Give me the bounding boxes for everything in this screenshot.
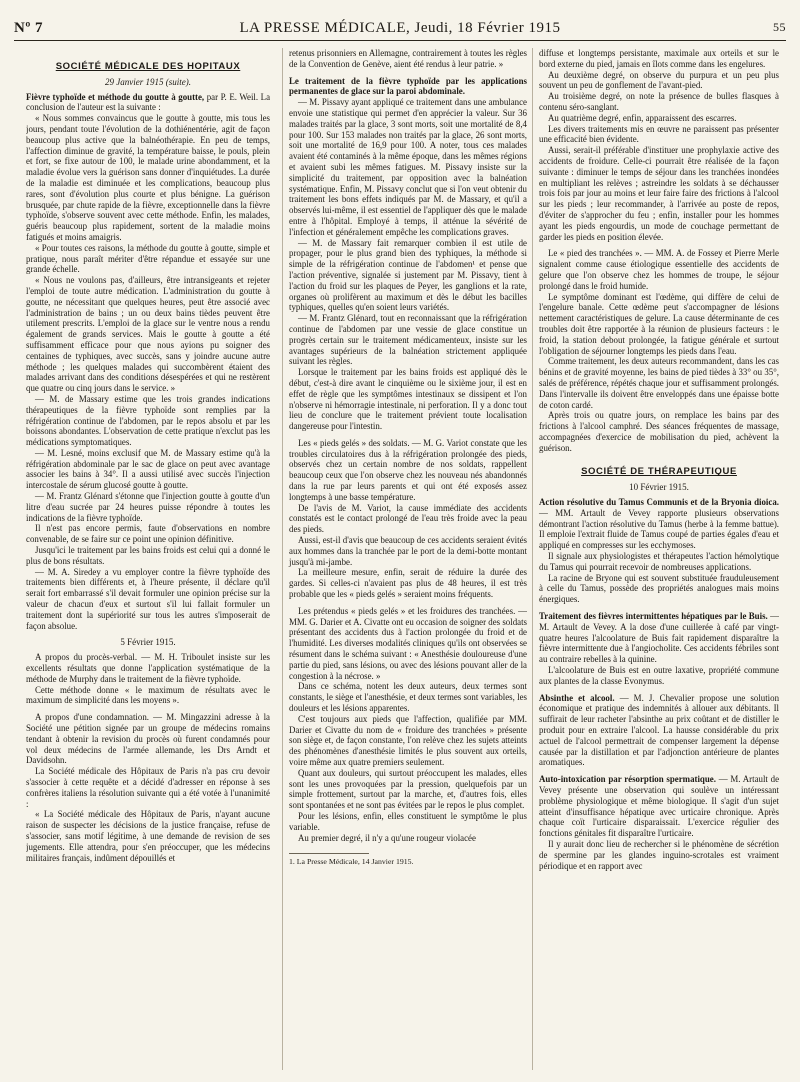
article-paragraph: Lorsque le traitement par les bains froids est appliqué dès le début, c'est-à dire avant le cinquième ou le sixième jour, il est en effet de règle que les symptômes intestinaux se dissipent et l'on n'observe ni hémorragie intestinale, ni perforation. Il y a donc tout lieu de conclure que le traitement prévient toute localisation dangereuse pour l'intestin.	[289, 367, 527, 432]
article-paragraph: Jusqu'ici le traitement par les bains froids est celui qui a donné le plus de bons résultats.	[26, 545, 270, 566]
article-paragraph: — M. de Massary fait remarquer combien il est utile de propager, pour le plus grand bien des typhiques, la méthode si simple de la réfrigération continue de l'abdomen¹ et pense que l'action préventive, signalée si justement par M. Pissavy, tient à l'action du froid sur les plaques de Peyer, les ganglions et la rate, organes où prolifèrent au maximum et dès le début les bacilles typhiques, quelles qu'en soient leurs variétés.	[289, 237, 527, 313]
article-paragraph: Les divers traitements mis en œuvre ne paraissent pas présenter une efficacité bien évidente.	[539, 123, 779, 145]
article-paragraph: — M. de Massary estime que les trois grandes indications thérapeutiques de la fièvre typhoïde sont remplies par la réfrigération continue de l'abdomen, par le repos absolu et par les boissons abondantes. L'observation de cette pratique n'exclut pas les médications symptomatiques.	[26, 393, 270, 448]
article-paragraph: Dans ce schéma, notent les deux auteurs, deux termes sont constants, le siège et l'anesthésie, et deux termes sont variables, les douleurs et les lésions apparentes.	[289, 681, 527, 714]
article-heading: Le traitement de la fièvre typhoïde par les applications permanentes de glace sur la paroi abdominale.	[289, 75, 527, 97]
article-paragraph: La Société médicale des Hôpitaux de Paris n'a pas cru devoir s'associer à cette requête et a décidé d'adresser en réponse à ses confrères italiens la résolution suivante qui a été votée à l'unanimité :	[26, 766, 270, 809]
article-paragraph: diffuse et longtemps persistante, maximale aux orteils et sur le bord externe du pied, jamais en îlots comme dans les engelures.	[539, 48, 779, 69]
article-paragraph: Au deuxième degré, on observe du purpura et un peu plus souvent un peu de gonflement de l'avant-pied.	[539, 69, 779, 91]
article-paragraph: Le symptôme dominant est l'œdème, qui diffère de celui de l'engelure banale. Cette œdème peut s'accompagner de lésions nettement caractéristiques de gelure. La cause déterminante de ces troubles doit être rapportée à la réunion de plusieurs facteurs : le froid, la station debout prolongée, la fatigue générale et surtout l'obligation de séjourner longtemps les pieds dans l'eau.	[539, 291, 779, 356]
article-paragraph: — M. Lesné, moins exclusif que M. de Massary estime qu'à la réfrigération abdominale par le sac de glace on peut avec avantage associer les bains à 34°. Il a aussi utilisé avec succès l'injection intercostale de sérum glucosé goutte à goutte.	[26, 447, 270, 491]
article-paragraph: Auto-intoxication par résorption spermatique. — M. Artault de Vevey présente une observation qui soulève un intéressant problème physiologique et même biologique. Il s'agit d'un sujet atteint d'insuffisance hépatique avec urticaire chronique. Après chaque coït l'urticaire disparaissait. L'exercice régulier des fonctions génitales fit disparaître l'urticaire.	[539, 774, 779, 839]
article-paragraph: — M. Frantz Glénard, tout en reconnaissant que la réfrigération continue de l'abdomen par une vessie de glace constitue un progrès certain sur le traitement médicamenteux, insiste sur les avantages supérieurs de la balnéation strictement appliquée suivant les règles.	[289, 313, 527, 367]
article-paragraph: « La Société médicale des Hôpitaux de Paris, n'ayant aucune raison de suspecter les décisions de la justice française, refuse de s'associer, sans motif légitime, à une demande de revision de ses jugements. Elle attendra, pour s'en préoccuper, que les médecins militaires français, indûment dépouillés et	[26, 809, 270, 863]
section-date: 29 Janvier 1915 (suite).	[105, 76, 191, 87]
article-paragraph: Les « pieds gelés » des soldats. — M. G. Variot constate que les troubles circulatoires dus à la réfrigération prolongée des pieds, observés chez un certain nombre de nos soldats, rappellent beaucoup ceux que l'on observe chez les nouveau nés abandonnés dans la rue par leurs parents et qui ont été exposés assez longtemps à une basse température.	[289, 437, 527, 502]
article-paragraph: Absinthe et alcool. — M. J. Chevalier propose une solution économique et pratique des indemnités à allouer aux débitants. Il suffirait de leur racheter l'absinthe au prix coûtant et de distiller le produit pour en extraire l'alcool. La hausse considérable du prix actuel de l'alcool permettrait de compenser largement la dépense causée par la distillation et par l'adjonction antérieure de plantes aromatiques.	[539, 692, 779, 768]
journal-title: LA PRESSE MÉDICALE, Jeudi, 18 Février 1915	[239, 20, 561, 36]
article-paragraph: Pour les lésions, enfin, elles constituent le symptôme le plus variable.	[289, 810, 527, 832]
article-paragraph: Au quatrième degré, enfin, apparaissent des escarres.	[548, 112, 737, 123]
article-paragraph: Traitement des fièvres intermittentes hépatiques par le Buis. — M. Artault de Vevey. A la dose d'une cuillerée à café par vingt-quatre heures l'alcoolature de Buis fait rapidement disparaître la fièvre intermittente due à l'angiocholite. Ces accidents fébriles sont au contraire rebelles à la quinine.	[539, 611, 779, 665]
article-paragraph: « Nous ne voulons pas, d'ailleurs, être intransigeants et rejeter l'emploi de toute autre médication. L'administration du goutte à goutte, ne nécessitant que quelques heures, peut être associé avec l'administration de bains ; un ou deux bains tièdes peuvent être utilement prescrits. L'emploi de la glace sur le ventre nous a rendu également de grands services. Mais le goutte à goutte a été suffisamment efficace pour que nous ayions pu soigner des centaines de typhiques, avec succès, sans y joindre aucune autre méthode ; les quelques malades qui succombèrent étaient des malades arrivant dans des conditions désespérées et qui ne restèrent que quatre ou cinq jours dans le service. »	[26, 275, 270, 394]
article-paragraph: retenus prisonniers en Allemagne, contrairement à toutes les règles de la Convention de Genève, aient été rendus à leur patrie. »	[289, 48, 527, 69]
article-paragraph: « Pour toutes ces raisons, la méthode du goutte à goutte, simple et pratique, nous paraît mériter d'être répandue et essayée sur une grande échelle.	[26, 242, 270, 275]
section-date: 10 Février 1915.	[629, 482, 689, 493]
article-paragraph: Au premier degré, il n'y a qu'une rougeur violacée	[298, 832, 476, 843]
column-1	[26, 48, 270, 1070]
article-paragraph: Les prétendus « pieds gelés » et les froidures des tranchées. — MM. G. Darier et A. Civatte ont eu occasion de soigner des soldats présentant des accidents dus à l'action prolongée du froid et de l'humidité. Les diverses modalités cliniques qu'ils ont observées se résument dans le schéma suivant : « Anesthésie douloureuse d'une partie du pied, sans lésions, ou avec des lésions pouvant aller de la congestion à la nécrose. »	[289, 605, 527, 681]
article-paragraph: Aussi, serait-il préférable d'instituer une prophylaxie active des accidents de froidure. Celle-ci pourrait être réalisée de la façon suivante : diminuer le temps de séjour dans les tranchées inondées en multipliant les relèves ; astreindre les soldats à se déchausser trois fois par jour au moins et leur faire faire des frictions à l'alcool sur les pieds ; leur recommander, à l'arrivée au poste de repos, d'éviter de s'approcher du feu ; enfin, installer pour les hommes ayant les pieds engourdis, un mode de couchage permettant de garder les pieds en position élevée.	[539, 145, 779, 242]
section-title: SOCIÉTÉ MÉDICALE DES HOPITAUX	[55, 61, 241, 72]
article-paragraph: Il n'est pas encore permis, faute d'observations en nombre convenable, de se faire sur ce point une opinion définitive.	[26, 523, 270, 545]
article-paragraph: Action résolutive du Tamus Communis et de la Bryonia dioica. — MM. Artault de Vevey rapporte plusieurs observations démontrant l'action résolutive du Tamus (herbe à la femme battue). Il emploie l'extrait fluide de Tamus coupé de parties égales d'eau et appliqué en compresses sur les ecchymoses.	[539, 497, 779, 551]
section-date: 5 Février 1915.	[120, 637, 176, 648]
article-paragraph: — M. Frantz Glénard s'étonne que l'injection goutte à goutte d'un litre d'eau sucrée par 24 heures puisse répondre à toutes les indications de la fièvre typhoïde.	[26, 491, 270, 523]
article-paragraph: — M. Pissavy ayant appliqué ce traitement dans une ambulance envoie une statistique qui permet d'en apprécier la valeur. Sur 36 malades traités par la glace, 3 sont morts, soit une mortalité de 8,4 pour 100. Sur 153 malades non traités par la glace, 26 sont morts, soit une mortalité de 16,9 pour 100. A noter, tous ces malades avaient été contaminés à la même époque, dans les mêmes régions et avaient subi les mêmes fatigues. M. Pissavy insiste sur la simplicité du traitement, par opposition avec la balnéation systématique. Enfin, M. Pissavy conclut que si l'on veut obtenir du traitement les bons effets indiqués par M. de Massary, et qu'il a observés lui-même, il est essentiel de l'appliquer dès que le malade entre à l'hôpital. Employé à temps, il atténue la sévérité de l'infection et généralement empêche les complications graves.	[289, 97, 527, 237]
article-paragraph: L'alcoolature de Buis est en outre laxative, propriété commune aux plantes de la classe Evonymus.	[539, 665, 779, 686]
article-paragraph: A propos d'une condamnation. — M. Mingazzini adresse à la Société une pétition signée par un groupe de médecins romains tendant à obtenir la revision du procès où furent condamnés pour vol deux médecins de l'armée allemande, les Drs Arndt et Davidsohn.	[26, 712, 270, 766]
article-paragraph: « Nous sommes convaincus que le goutte à goutte, mis tous les jours, pendant toute l'évolution de la dothiénentérie, agit de façon beaucoup plus active que la balnéothérapie. En peu de temps, l'affection diminue de gravité, la température baisse, le pouls, plein et fort, se fixe autour de 100, le malade urine abondamment, et la maladie évolue vers la guérison sans donner d'inquiétudes. La durée de la maladie est diminuée et les complications, beaucoup plus rares, sont d'évolution plus courte et plus bénigne. La guérison brusquée, par chute rapide de la fièvre, exceptionnelle dans la fièvre typhoïde, s'observe souvent avec cette méthode. Enfin, les malades, guéris beaucoup plus rapidement, sortent de la maladie moins fatigués et moins amaigris.	[26, 113, 270, 242]
article-paragraph: Après trois ou quatre jours, on remplace les bains par des frictions à l'alcool camphré. Des séances fréquentes de massage, accompagnées d'exercice de mobilisation du pied, achèvent la guérison.	[539, 410, 779, 453]
running-head	[14, 14, 786, 42]
article-paragraph: Cette méthode donne « le maximum de résultats avec le maximum de simplicité dans les moyens ».	[26, 684, 270, 706]
page-number: 55	[773, 20, 786, 34]
issue-number: Nº 7	[14, 20, 44, 36]
article-paragraph: Le « pied des tranchées ». — MM. A. de Fossey et Pierre Merle signalent comme cause étiologique essentielle des accidents de gelure que l'on observe chez les hommes de troupe, le séjour prolongé dans le froid humide.	[539, 248, 779, 291]
header-rule	[14, 40, 786, 41]
article-paragraph: C'est toujours aux pieds que l'affection, qualifiée par MM. Darier et Civatte du nom de « froidure des tranchées » présente son siège et, de façon constante, l'on relève chez les sujets atteints des phénomènes d'anesthésie limités le plus souvent aux orteils, voire même aux quatre premiers seulement.	[289, 713, 527, 767]
article-paragraph: Comme traitement, les deux auteurs recommandent, dans les cas bénins et de gravité moyenne, les bains de pied tièdes à 33° ou 35°, salés de préférence, répétés chaque jour et suffisamment prolongés. Dans l'intervalle ils doivent être enveloppés dans une épaisse botte de coton cardé.	[539, 356, 779, 410]
article-paragraph: Quant aux douleurs, qui surtout préoccupent les malades, elles sont les unes provoquées par la pression, quelquefois par un simple frottement, surtout par la marche, et, d'autres fois, elles sont spontanées et ne sont pas évitées par le repos le plus complet.	[289, 767, 527, 811]
section-title: SOCIÉTÉ DE THÉRAPEUTIQUE	[581, 466, 737, 478]
article-paragraph: La meilleure mesure, enfin, serait de réduire la durée des gardes. Si celles-ci n'avaient pas plus de 48 heures, il est très probable que les « pieds gelés » seraient moins fréquents.	[289, 567, 527, 600]
column-3	[532, 48, 779, 1070]
article-paragraph: Il signale aux physiologistes et thérapeutes l'action hémolytique du Tamus qui pourrait recevoir de nombreuses applications.	[539, 551, 779, 572]
article-paragraph: La racine de Bryone qui est souvent substituée frauduleusement à celle du Tamus, possède des propriétés analogues mais moins énergiques.	[539, 572, 779, 605]
article-paragraph: Il y aurait donc lieu de rechercher si le phénomène de sécrétion de spermine par les glandes inguino-scrotales est vraiment périodique et en rapport avec	[539, 838, 779, 871]
article-paragraph: De l'avis de M. Variot, la cause immédiate des accidents constatés est le contact prolongé de l'eau très froide avec la peau des pieds.	[289, 502, 527, 535]
article-paragraph: A propos du procès-verbal. — M. H. Triboulet insiste sur les excellents résultats que donne l'application systématique de la méthode de Murphy dans le traitement de la fièvre typhoïde.	[26, 652, 270, 684]
footnote-rule	[289, 853, 369, 854]
article-paragraph: — M. A. Siredey a vu employer contre la fièvre typhoïde des traitements bien différents et, à l'heure présente, il déclare qu'il serait fort embarrassé s'il devait formuler une opinion précise sur la valeur de chacun d'eux et surtout s'il lui fallait formuler un traitement dont la supériorité sur tous les autres s'imposerait de façon absolue.	[26, 566, 270, 631]
column-2	[282, 48, 527, 1070]
article-paragraph: Fièvre typhoïde et méthode du goutte à goutte, par P. E. Weil. La conclusion de l'auteur est la suivante :	[26, 91, 270, 113]
article-paragraph: Au troisième degré, on note la présence de bulles flasques à contenu séro-sanglant.	[539, 91, 779, 112]
article-paragraph: Aussi, est-il d'avis que beaucoup de ces accidents seraient évités aux hommes dans la tranchée par le port de la demi-botte montant jusqu'à mi-jambe.	[289, 535, 527, 567]
footnote: 1. La Presse Médicale, 14 Janvier 1915.	[289, 857, 414, 867]
